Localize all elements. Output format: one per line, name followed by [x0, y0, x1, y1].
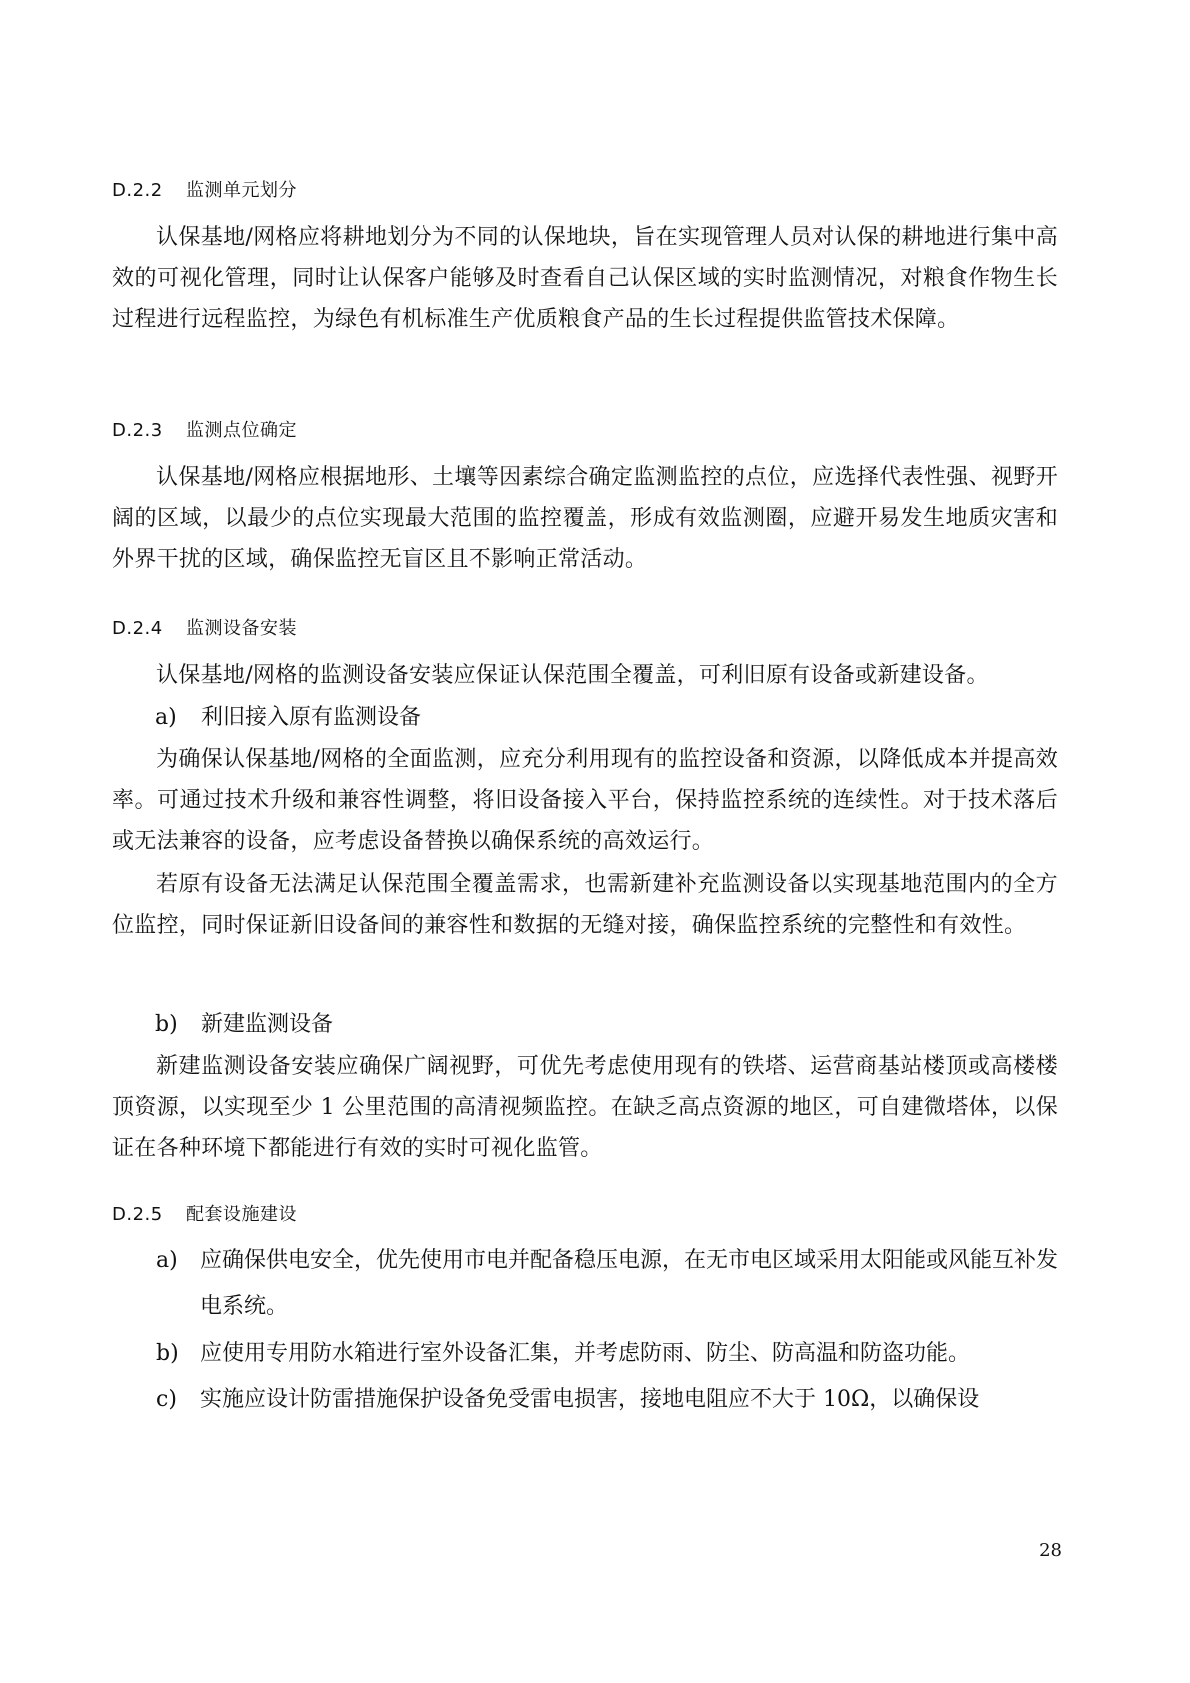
list-item-a — [155, 697, 421, 738]
list-marker: b) — [155, 1012, 178, 1037]
list-item-d25-b — [156, 1331, 1058, 1377]
list-item-b — [155, 1004, 333, 1045]
section-title: 监测单元划分 — [186, 180, 297, 201]
list-marker: b) — [156, 1341, 179, 1366]
paragraph-d23: 认保基地/网格应根据地形、土壤等因素综合确定监测监控的点位，应选择代表性强、视野开阔的区域，以最少的点位实现最大范围的监控覆盖，形成有效监测圈，应避开易发生地质灾害和外界干扰的区域，确保监控无盲区且不影响正常活动。 — [112, 465, 1058, 572]
list-item-text: 应确保供电安全，优先使用市电并配备稳压电源，在无市电区域采用太阳能或风能互补发电系统。 — [200, 1248, 1059, 1319]
page-number: 28 — [1039, 1540, 1062, 1561]
list-marker: c) — [156, 1387, 177, 1412]
section-number: D.2.5 — [112, 1204, 163, 1225]
list-item-text: 实施应设计防雷措施保护设备免受雷电损害，接地电阻应不大于 10Ω，以确保设 — [200, 1387, 980, 1412]
list-item-text: 应使用专用防水箱进行室外设备汇集，并考虑防雨、防尘、防高温和防盗功能。 — [200, 1341, 971, 1366]
section-number: D.2.2 — [112, 180, 163, 201]
section-title: 配套设施建设 — [186, 1204, 297, 1225]
paragraph-d24-b: 新建监测设备安装应确保广阔视野，可优先考虑使用现有的铁塔、运营商基站楼顶或高楼楼顶资源，以实现至少 1 公里范围的高清视频监控。在缺乏高点资源的地区，可自建微塔体，以保证在各种环境下都能进行有效的实时可视化监管。 — [112, 1054, 1058, 1161]
section-heading-d24 — [112, 614, 297, 640]
paragraph-d24-a2: 若原有设备无法满足认保范围全覆盖需求，也需新建补充监测设备以实现基地范围内的全方位监控，同时保证新旧设备间的兼容性和数据的无缝对接，确保监控系统的完整性和有效性。 — [112, 872, 1058, 938]
section-heading-d25 — [112, 1200, 297, 1226]
paragraph-d22: 认保基地/网格应将耕地划分为不同的认保地块，旨在实现管理人员对认保的耕地进行集中高效的可视化管理，同时让认保客户能够及时查看自己认保区域的实时监测情况，对粮食作物生长过程进行远程监控，为绿色有机标准生产优质粮食产品的生长过程提供监管技术保障。 — [112, 225, 1058, 332]
list-item-label: 新建监测设备 — [201, 1012, 334, 1037]
section-title: 监测设备安装 — [186, 618, 297, 639]
list-marker: a) — [156, 1248, 178, 1273]
list-item-d25-a — [156, 1238, 1058, 1330]
section-title: 监测点位确定 — [186, 420, 297, 441]
section-heading-d23 — [112, 416, 297, 442]
section-heading-d22 — [112, 176, 297, 202]
list-marker: a) — [155, 705, 177, 730]
section-number: D.2.3 — [112, 420, 163, 441]
list-item-d25-c — [156, 1377, 1058, 1423]
section-number: D.2.4 — [112, 618, 163, 639]
paragraph-d24-intro: 认保基地/网格的监测设备安装应保证认保范围全覆盖，可利旧原有设备或新建设备。 — [156, 663, 989, 688]
list-item-label: 利旧接入原有监测设备 — [201, 705, 422, 730]
paragraph-d24-a1: 为确保认保基地/网格的全面监测，应充分利用现有的监控设备和资源，以降低成本并提高效率。可通过技术升级和兼容性调整，将旧设备接入平台，保持监控系统的连续性。对于技术落后或无法兼容的设备，应考虑设备替换以确保系统的高效运行。 — [112, 747, 1058, 854]
